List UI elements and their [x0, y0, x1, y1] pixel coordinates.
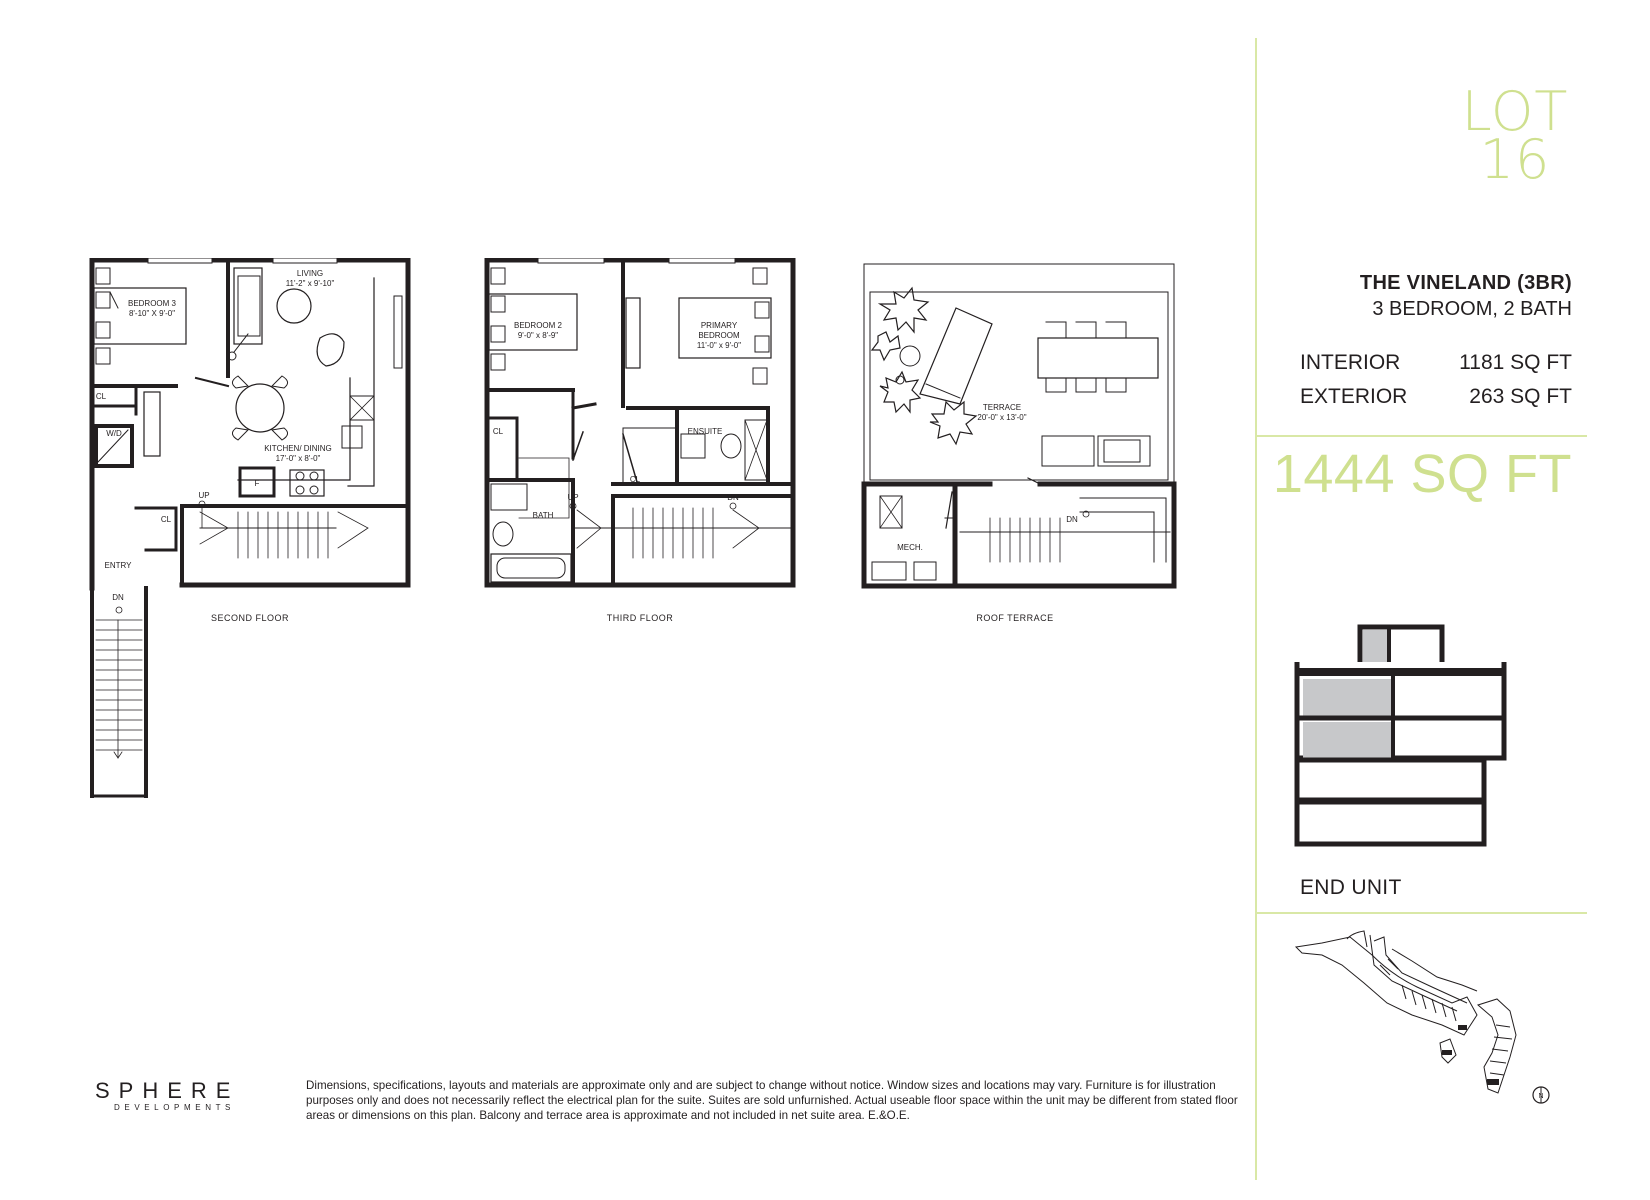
unit-type: END UNIT [1300, 876, 1402, 899]
entry-label: ENTRY [104, 561, 132, 570]
interior-area-row [1300, 351, 1572, 375]
lot-value: 16 [1479, 128, 1551, 191]
horizontal-divider-bottom [1255, 912, 1587, 914]
up-label-3: UP [567, 493, 579, 502]
disclaimer-text: Dimensions, specifications, layouts and materials are approximate only and are subject to change without notice. Window sizes and locations may vary. Furniture is for illustration purposes only and does not necessarily reflect the electrical plan for the suite. Suites are sold unfurnished. Actual useable floor space within the unit may be different from stated floor areas or dimensions on this plan. Balcony and terrace area is approximate and not included in net suite area. E.&O.E. [306, 1079, 1238, 1122]
kitchen-dim: 17'-0" x 8'-0" [275, 454, 321, 463]
exterior-label: EXTERIOR [1300, 385, 1408, 408]
living-label: LIVING [296, 269, 324, 278]
sphere-logo: SPHERE [95, 1078, 240, 1103]
closet-label-2: CL [160, 515, 172, 524]
down-label-roof: DN [1066, 515, 1078, 524]
down-label-3: DN [727, 493, 739, 502]
compass-label: N [1538, 1093, 1544, 1100]
lot-number [1440, 80, 1590, 191]
terrace-dim: 20'-0" x 13'-0" [977, 413, 1027, 422]
primary-bedroom-label-1: PRIMARY [700, 321, 738, 330]
terrace-label: TERRACE [982, 403, 1022, 412]
suite-name: THE VINELAND (3BR) [1359, 272, 1572, 294]
closet-label-3: CL [492, 427, 504, 436]
primary-bedroom-label-2: BEDROOM [698, 331, 740, 340]
second-floor-plan [88, 258, 418, 798]
third-floor-label: THIRD FLOOR [606, 613, 674, 623]
mechanical-label: MECH. [897, 543, 923, 552]
kitchen-label: KITCHEN/ DINING [264, 444, 332, 453]
total-area: 1444 SQ FT [1272, 444, 1572, 504]
bedroom2-label: BEDROOM 2 [513, 321, 563, 330]
second-floor-label: SECOND FLOOR [210, 613, 289, 623]
closet-label-4: CL [629, 475, 641, 484]
lot-label: LOT [1461, 80, 1569, 143]
sphere-logo-subtitle: DEVELOPMENTS [114, 1103, 235, 1112]
suite-description: 3 BEDROOM, 2 BATH [1372, 298, 1572, 320]
third-floor-plan [483, 258, 798, 588]
up-label: UP [198, 491, 210, 500]
interior-value: 1181 SQ FT [1459, 351, 1572, 374]
roof-terrace-label: ROOF TERRACE [976, 613, 1054, 623]
compass [1533, 1087, 1549, 1103]
ensuite-label: ENSUITE [687, 427, 723, 436]
key-plan-diagram [1290, 620, 1510, 865]
washer-dryer-label: W/D [106, 429, 122, 438]
roof-terrace-plan [860, 262, 1180, 592]
vertical-divider [1255, 38, 1257, 1180]
living-dim: 11'-2" x 9'-10" [285, 279, 335, 288]
bedroom2-dim: 9'-0" x 8'-9" [517, 331, 559, 340]
interior-label: INTERIOR [1300, 351, 1401, 374]
bedroom3-dim: 8'-10" X 9'-0" [128, 309, 176, 318]
closet-label: CL [95, 392, 107, 401]
bath-label: BATH [532, 511, 554, 520]
primary-bedroom-dim: 11'-0" x 9'-0" [696, 341, 742, 350]
fridge-label: F [254, 479, 260, 488]
site-plan-map [1292, 925, 1552, 1120]
bedroom3-label: BEDROOM 3 [127, 299, 177, 308]
horizontal-divider-top [1255, 435, 1587, 437]
exterior-value: 263 SQ FT [1469, 385, 1572, 408]
exterior-area-row [1300, 385, 1572, 409]
down-label: DN [112, 593, 124, 602]
